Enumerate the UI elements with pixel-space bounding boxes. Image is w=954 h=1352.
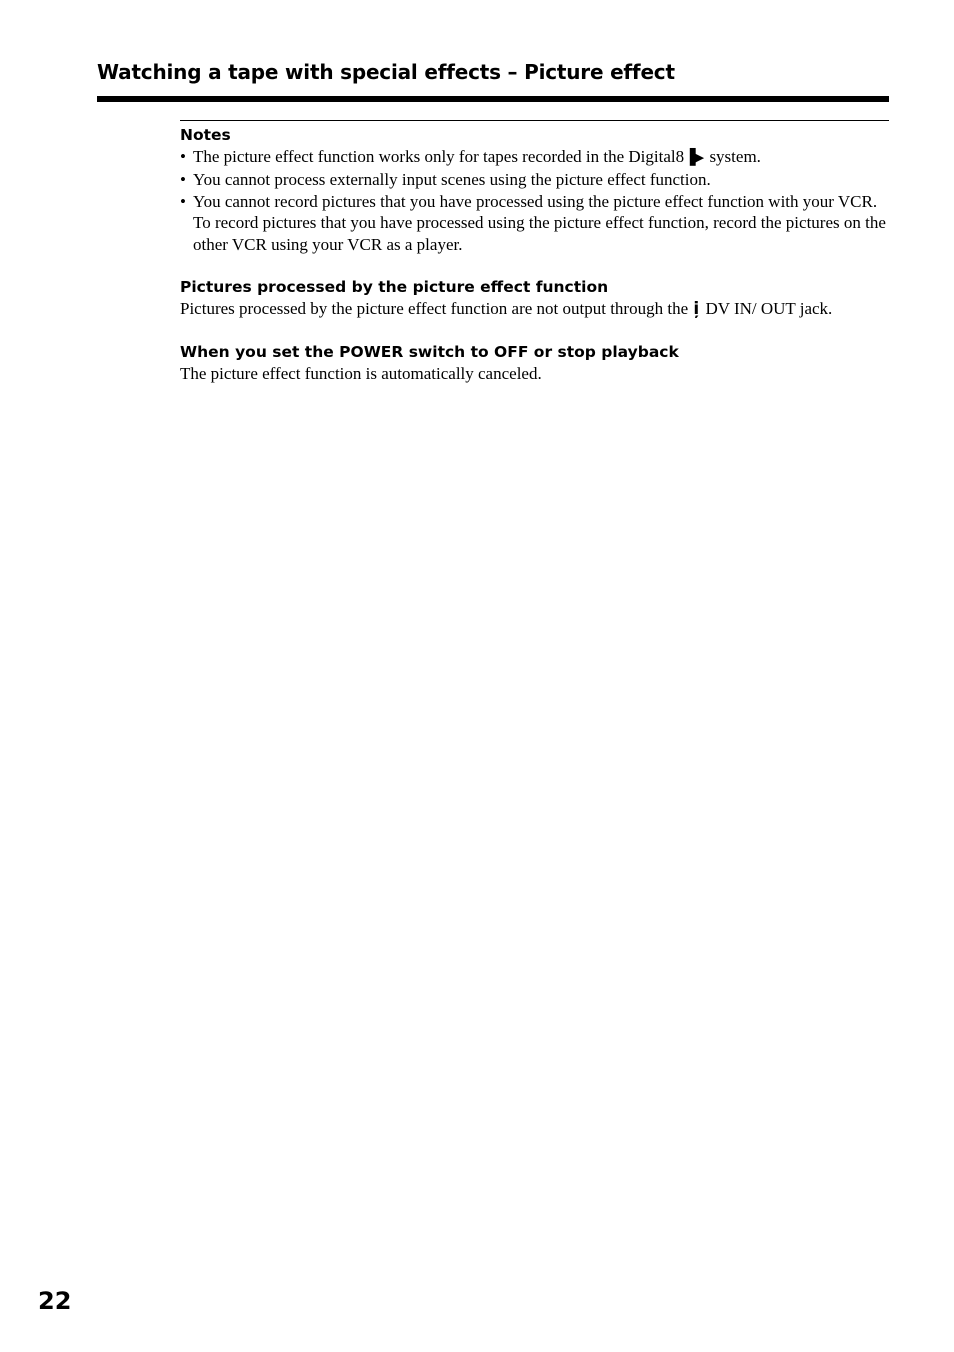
- note-text: The picture effect function works only for tapes recorded in the Digital8: [193, 147, 685, 166]
- note-item: [180, 169, 889, 191]
- section-heading: When you set the POWER switch to OFF or stop playback: [180, 342, 679, 361]
- section-body: The picture effect function is automatically canceled.: [180, 363, 542, 383]
- note-text: You cannot process externally input scenes using the picture effect function.: [193, 169, 711, 189]
- notes-heading: Notes: [180, 126, 231, 144]
- notes-list: [180, 146, 889, 256]
- section-picture-output: [180, 276, 889, 321]
- section-power-off: [180, 341, 889, 385]
- bullet: •: [180, 191, 186, 211]
- section-heading: Pictures processed by the picture effect function: [180, 277, 609, 296]
- bullet: •: [180, 169, 186, 189]
- digital8-logo-icon: ▐▶: [684, 148, 702, 166]
- note-item: [180, 191, 889, 256]
- content-area: [180, 120, 889, 385]
- ilink-icon: i̦: [693, 298, 700, 319]
- note-text: You cannot record pictures that you have processed using the picture effect function with your VCR. To record pictures that you have processed using the picture effect function, record the pictures on the other VCR using your VCR as a player.: [193, 191, 886, 255]
- bullet: •: [180, 147, 186, 166]
- page-section-title: Watching a tape with special effects – Picture effect: [97, 60, 675, 84]
- page-number: 22: [38, 1287, 72, 1315]
- section-body: Pictures processed by the picture effect function are not output through the i̦ DV IN/ OUT jack.: [180, 298, 833, 319]
- note-item: [180, 146, 889, 169]
- title-rule: [97, 96, 889, 102]
- note-text: system.: [705, 147, 761, 166]
